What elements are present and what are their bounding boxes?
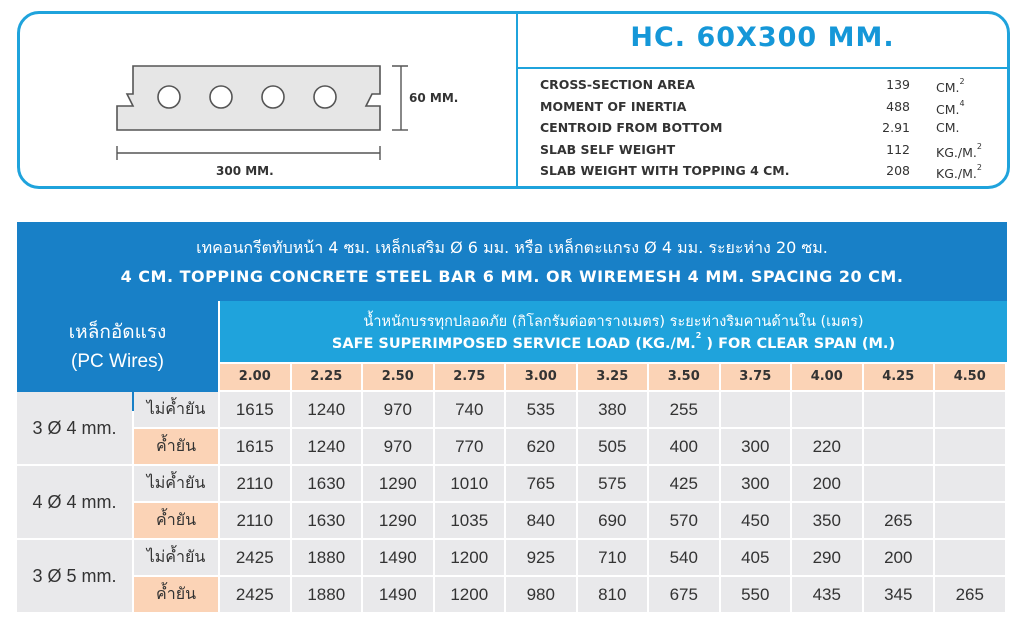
load-header: [220, 301, 1007, 362]
property-row: [540, 96, 990, 118]
property-unit: CM.$^4$: [936, 98, 965, 117]
property-value: 112: [886, 141, 910, 157]
load-header-english: [220, 331, 1007, 352]
load-value-cell: 925: [506, 540, 576, 575]
property-label: SLAB SELF WEIGHT: [540, 141, 676, 157]
load-value-cell: [935, 540, 1005, 575]
load-value-cell: 1290: [363, 503, 433, 538]
shored-label: ค้ำยัน: [134, 577, 218, 612]
load-value-cell: 2110: [220, 503, 290, 538]
load-value-cell: [864, 392, 934, 427]
property-label: SLAB WEIGHT WITH TOPPING 4 CM.: [540, 163, 790, 178]
load-value-cell: 970: [363, 429, 433, 464]
load-value-cell: 345: [864, 577, 934, 612]
load-value-cell: 505: [578, 429, 648, 464]
load-value-cell: 350: [792, 503, 862, 538]
load-value-cell: 1035: [435, 503, 505, 538]
load-value-cell: [721, 392, 791, 427]
properties-list: [540, 74, 990, 182]
load-value-cell: 2110: [220, 466, 290, 501]
span-header-cell: 2.50: [363, 364, 433, 390]
shored-label: ค้ำยัน: [134, 429, 218, 464]
load-value-cell: 435: [792, 577, 862, 612]
property-unit: KG./M.$^2$: [936, 141, 982, 160]
load-value-cell: 1615: [220, 392, 290, 427]
property-label: CROSS-SECTION AREA: [540, 77, 695, 92]
properties-panel: [518, 14, 1007, 186]
load-value-cell: 1240: [292, 429, 362, 464]
span-header-cell: 3.25: [578, 364, 648, 390]
load-value-cell: 300: [721, 466, 791, 501]
load-value-cell: 450: [721, 503, 791, 538]
spec-card: [17, 11, 1010, 189]
table-title-english: 4 CM. TOPPING CONCRETE STEEL BAR 6 MM. OR WIREMESH 4 MM. SPACING 20 CM.: [120, 267, 904, 286]
load-value-cell: [864, 466, 934, 501]
load-value-cell: 550: [721, 577, 791, 612]
width-dimension-label: 300 MM.: [216, 164, 274, 178]
load-value-cell: 255: [649, 392, 719, 427]
load-header-superscript: 2: [695, 331, 702, 340]
load-value-cell: 810: [578, 577, 648, 612]
load-value-cell: [935, 466, 1005, 501]
load-value-cell: 765: [506, 466, 576, 501]
load-value-cell: 1880: [292, 540, 362, 575]
table-title-thai: เทคอนกรีตทับหน้า 4 ซม. เหล็กเสริม Ø 6 มม. หรือ เหล็กตะแกรง Ø 4 มม. ระยะห่าง 20 ซม.: [196, 238, 828, 257]
load-value-cell: 770: [435, 429, 505, 464]
load-value-cell: 535: [506, 392, 576, 427]
property-value: 2.91: [882, 120, 910, 135]
load-value-cell: 690: [578, 503, 648, 538]
product-title: HC. 60X300 MM.: [630, 22, 895, 53]
property-unit: CM.$^2$: [936, 77, 965, 96]
property-unit: CM.: [936, 120, 960, 135]
load-value-cell: 1200: [435, 540, 505, 575]
load-value-cell: 1615: [220, 429, 290, 464]
load-value-cell: 1010: [435, 466, 505, 501]
load-value-cell: 970: [363, 392, 433, 427]
span-header-cell: 3.75: [721, 364, 791, 390]
load-value-cell: 740: [435, 392, 505, 427]
load-value-cell: 1880: [292, 577, 362, 612]
property-value: 488: [886, 98, 910, 114]
wire-group-label: 4 Ø 4 mm.: [17, 466, 132, 538]
span-header-cell: 4.25: [864, 364, 934, 390]
load-value-cell: 540: [649, 540, 719, 575]
load-value-cell: [935, 429, 1005, 464]
load-value-cell: [864, 429, 934, 464]
load-value-cell: 290: [792, 540, 862, 575]
property-row: [540, 117, 990, 139]
unshored-label: ไม่ค้ำยัน: [134, 540, 218, 575]
span-header-row: [220, 364, 1007, 390]
load-value-cell: 1490: [363, 540, 433, 575]
span-header-cell: 4.50: [935, 364, 1005, 390]
span-header-cell: 2.00: [220, 364, 290, 390]
load-value-cell: 200: [792, 466, 862, 501]
shored-label: ค้ำยัน: [134, 503, 218, 538]
load-value-cell: 380: [578, 392, 648, 427]
wire-group-label: 3 Ø 5 mm.: [17, 540, 132, 612]
span-header-cell: 3.00: [506, 364, 576, 390]
section-drawing: [20, 14, 516, 186]
span-header-cell: 2.25: [292, 364, 362, 390]
load-value-cell: 1200: [435, 577, 505, 612]
load-value-cell: 570: [649, 503, 719, 538]
load-value-cell: 710: [578, 540, 648, 575]
span-header-cell: 4.00: [792, 364, 862, 390]
wire-group-label: 3 Ø 4 mm.: [17, 392, 132, 464]
unshored-label: ไม่ค้ำยัน: [134, 392, 218, 427]
load-value-cell: 1630: [292, 466, 362, 501]
load-value-cell: 200: [864, 540, 934, 575]
load-value-cell: 405: [721, 540, 791, 575]
load-value-cell: [792, 392, 862, 427]
load-header-english-suffix: ) FOR CLEAR SPAN (M.): [701, 335, 896, 352]
load-value-cell: [935, 392, 1005, 427]
load-value-cell: 265: [864, 503, 934, 538]
load-value-cell: 840: [506, 503, 576, 538]
title-divider: [518, 67, 1007, 69]
load-header-english-text: SAFE SUPERIMPOSED SERVICE LOAD (KG./M.: [331, 335, 696, 352]
load-value-cell: 425: [649, 466, 719, 501]
property-unit: KG./M.$^2$: [936, 163, 982, 182]
load-value-cell: 620: [506, 429, 576, 464]
load-value-cell: 2425: [220, 577, 290, 612]
load-value-cell: 265: [935, 577, 1005, 612]
load-value-cell: 400: [649, 429, 719, 464]
pc-wires-header-english: (PC Wires): [71, 351, 164, 372]
load-value-cell: 575: [578, 466, 648, 501]
load-value-cell: 980: [506, 577, 576, 612]
load-value-cell: 1490: [363, 577, 433, 612]
span-header-cell: 2.75: [435, 364, 505, 390]
load-value-cell: 300: [721, 429, 791, 464]
property-value: 208: [886, 163, 910, 178]
property-row: [540, 74, 990, 96]
property-value: 139: [886, 77, 910, 92]
load-value-cell: 675: [649, 577, 719, 612]
load-value-cell: 2425: [220, 540, 290, 575]
load-value-cell: 1240: [292, 392, 362, 427]
span-header-cell: 3.50: [649, 364, 719, 390]
load-value-cell: 220: [792, 429, 862, 464]
load-header-thai: น้ำหนักบรรทุกปลอดภัย (กิโลกรัมต่อตารางเมตร) ระยะห่างริมคานด้านใน (เมตร): [363, 314, 864, 330]
property-label: MOMENT OF INERTIA: [540, 98, 687, 114]
property-row: [540, 160, 990, 182]
load-value-cell: [935, 503, 1005, 538]
load-value-cell: 1630: [292, 503, 362, 538]
height-dimension-label: 60 MM.: [409, 91, 459, 105]
property-label: CENTROID FROM BOTTOM: [540, 120, 723, 135]
pc-wires-header-thai: เหล็กอัดแรง: [68, 322, 167, 343]
table-title-band: [17, 222, 1007, 301]
unshored-label: ไม่ค้ำยัน: [134, 466, 218, 501]
property-row: [540, 139, 990, 161]
load-value-cell: 1290: [363, 466, 433, 501]
